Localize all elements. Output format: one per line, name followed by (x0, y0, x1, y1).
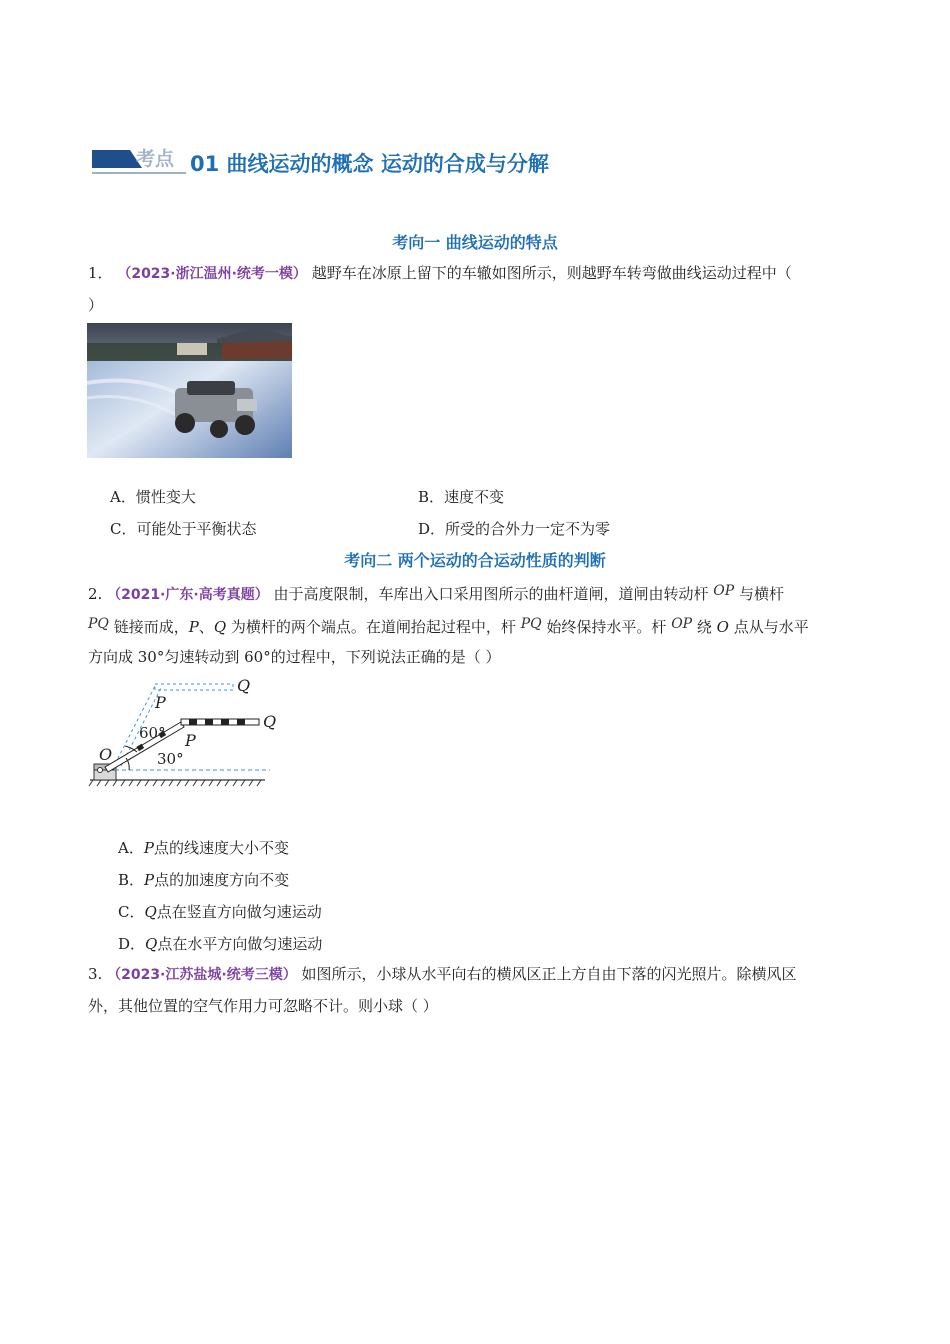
option-letter: D． (118, 935, 146, 953)
question-number: 1． (88, 264, 113, 282)
separator: 、 (198, 618, 214, 636)
q1-option-a: A．惯性变大 (110, 488, 196, 506)
option-text: 点的加速度方向不变 (154, 871, 290, 889)
question-number: 2. (88, 585, 103, 603)
question-2-line-2 (88, 614, 809, 637)
question-1-text-end: ） (88, 296, 104, 314)
q1-option-b: B．速度不变 (418, 488, 505, 506)
option-letter: C． (118, 903, 145, 921)
section-header (90, 140, 610, 184)
question-source: （2023·江苏盐城·统考三模） (107, 967, 297, 983)
var-pq: PQ (520, 616, 542, 632)
question-text: 为横杆的两个端点。在道闸抬起过程中，杆 (230, 618, 516, 636)
q1-option-c: C．可能处于平衡状态 (110, 520, 257, 538)
var-pq: PQ (88, 616, 109, 632)
option-var: P (144, 871, 155, 889)
var-op: OP (713, 583, 735, 599)
label-angle-30: 30° (157, 750, 184, 768)
option-letter: A． (118, 839, 144, 857)
option-text: 点在水平方向做匀速运动 (157, 935, 323, 953)
var-q: Q (213, 618, 227, 636)
label-angle-60: 60° (139, 724, 166, 742)
option-var: Q (145, 935, 158, 953)
question-2-line-1 (88, 581, 784, 605)
question-source: （2023·浙江温州·统考一模） (117, 266, 307, 282)
q2-option-c (118, 901, 322, 922)
offroad-vehicle-photo (87, 323, 292, 458)
topic-1-heading: 考向一 曲线运动的特点 (392, 233, 558, 252)
question-text: 由于高度限制，车库出入口采用图所示的曲杆道闸，道闸由转动杆 (273, 585, 709, 603)
question-number: 3. (88, 965, 103, 983)
question-text: 与横杆 (738, 585, 784, 603)
page-title: 01 曲线运动的概念 运动的合成与分解 (190, 152, 549, 176)
question-text: 点从与水平 (733, 618, 809, 636)
option-var: Q (144, 903, 157, 921)
barrier-gate-diagram (85, 672, 285, 812)
option-letter: B． (118, 871, 145, 889)
question-3-line-1 (88, 964, 797, 985)
var-o: O (716, 618, 729, 636)
topic-2-heading: 考向二 两个运动的合运动性质的判断 (344, 551, 606, 570)
label-p-dashed: P (155, 693, 166, 712)
question-1 (88, 263, 792, 284)
label-q: Q (263, 712, 277, 731)
option-var: P (143, 839, 154, 857)
var-p: P (188, 618, 199, 636)
question-text: 始终保持水平。杆 (546, 618, 667, 636)
question-3-line-2: 外，其他位置的空气作用力可忽略不计。则小球（ ） (88, 997, 438, 1015)
q2-option-d (118, 933, 322, 954)
question-text: 绕 (696, 618, 712, 636)
question-text: 链接而成， (113, 618, 189, 636)
option-text: 点的线速度大小不变 (153, 839, 289, 857)
label-o: O (99, 745, 113, 764)
var-op: OP (671, 616, 693, 632)
option-text: 点在竖直方向做匀速运动 (156, 903, 322, 921)
header-badge: 考点 (136, 148, 175, 170)
label-q-dashed: Q (237, 676, 251, 695)
label-p: P (185, 731, 196, 750)
question-text: 越野车在冰原上留下的车辙如图所示，则越野车转弯做曲线运动过程中（ (311, 264, 792, 282)
question-source: （2021·广东·高考真题） (107, 587, 269, 603)
q2-option-a (118, 837, 289, 858)
question-2-line-3: 方向成 30°匀速转动到 60°的过程中，下列说法正确的是（ ） (88, 648, 501, 666)
q1-option-d: D．所受的合外力一定不为零 (418, 520, 611, 538)
q2-option-b (118, 869, 289, 890)
question-text: 如图所示，小球从水平向右的横风区正上方自由下落的闪光照片。除横风区 (301, 965, 797, 983)
